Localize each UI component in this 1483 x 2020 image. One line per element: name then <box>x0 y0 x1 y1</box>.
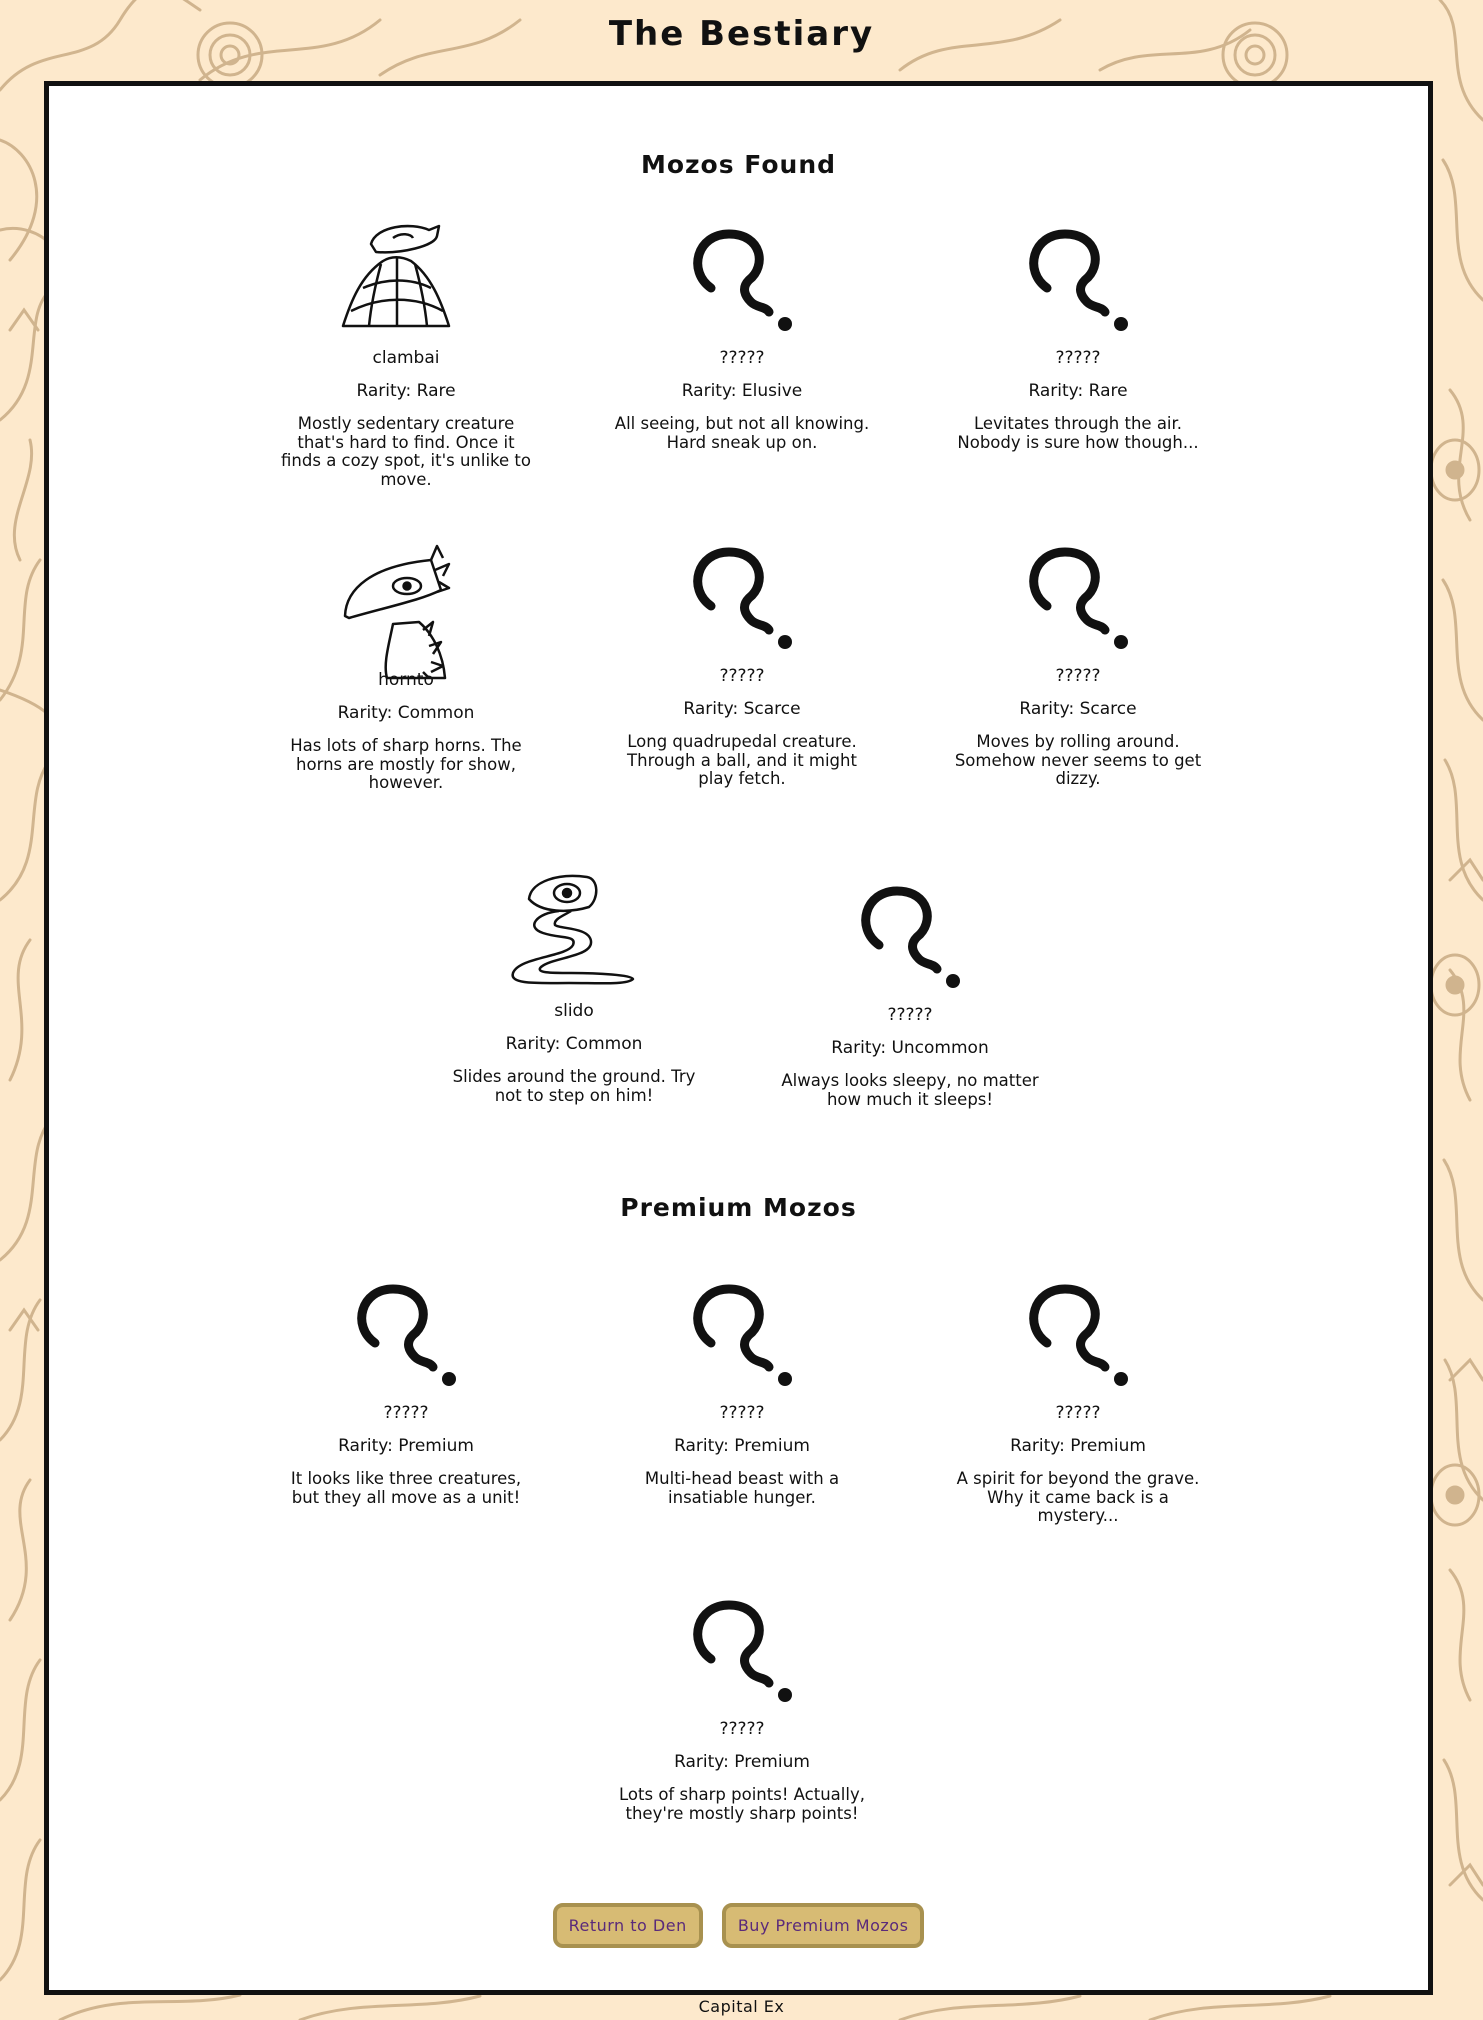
mozo-description: Moves by rolling around. Somehow never seems to get dizzy. <box>954 732 1202 788</box>
mozo-card-unknown[interactable] <box>943 216 1213 452</box>
mozo-name: hornto <box>378 670 434 690</box>
bestiary-panel <box>44 81 1433 1995</box>
unknown-mozo-icon <box>835 873 985 993</box>
premium-mozo-card[interactable] <box>271 1271 541 1507</box>
premium-mozos-heading: Premium Mozos <box>620 1193 857 1222</box>
mozo-name: ????? <box>1055 666 1101 686</box>
mozo-name: ????? <box>719 666 765 686</box>
mozo-description: Long quadrupedal creature. Through a ball, and it might play fetch. <box>627 732 857 788</box>
mozo-name: ????? <box>719 1403 765 1423</box>
mozo-rarity: Rarity: Premium <box>338 1436 474 1456</box>
mozo-description: Multi-head beast with a insatiable hunger. <box>644 1469 840 1507</box>
unknown-mozo-icon <box>1003 216 1153 336</box>
mozo-description: Mostly sedentary creature that's hard to find. Once it finds a cozy spot, it's unlike to move. <box>281 414 531 489</box>
mozo-rarity: Rarity: Scarce <box>1019 699 1137 719</box>
mozo-name: ????? <box>383 1403 429 1423</box>
mozo-name: ????? <box>1055 348 1101 368</box>
mozo-rarity: Rarity: Common <box>505 1034 643 1054</box>
mozo-rarity: Rarity: Rare <box>1028 381 1128 401</box>
return-to-den-button[interactable]: Return to Den <box>553 1903 703 1948</box>
unknown-mozo-icon <box>1003 1271 1153 1391</box>
mozo-card-unknown[interactable] <box>607 534 877 789</box>
mozo-rarity: Rarity: Premium <box>1010 1436 1146 1456</box>
mozo-rarity: Rarity: Uncommon <box>831 1038 989 1058</box>
mozo-description: Has lots of sharp horns. The horns are mostly for show, however. <box>290 736 522 792</box>
mozo-card-unknown[interactable] <box>775 873 1045 1109</box>
mozo-name: ????? <box>719 348 765 368</box>
mozo-description: All seeing, but not all knowing. Hard sneak up on. <box>614 414 870 452</box>
mozo-rarity: Rarity: Common <box>337 703 475 723</box>
premium-mozo-card[interactable] <box>607 1271 877 1507</box>
mozos-found-heading: Mozos Found <box>640 150 837 179</box>
mozo-description: Slides around the ground. Try not to step on him! <box>452 1067 696 1105</box>
mozo-description: It looks like three creatures, but they all move as a unit! <box>290 1469 522 1507</box>
mozo-rarity: Rarity: Elusive <box>681 381 803 401</box>
mozo-rarity: Rarity: Scarce <box>683 699 801 719</box>
unknown-mozo-icon <box>667 216 817 336</box>
mozo-description: Levitates through the air. Nobody is sure how though... <box>957 414 1199 452</box>
mozo-card-slido[interactable] <box>439 869 709 1105</box>
mozo-card-unknown[interactable] <box>607 216 877 452</box>
mozo-rarity: Rarity: Premium <box>674 1752 810 1772</box>
clambai-icon <box>331 216 481 336</box>
unknown-mozo-icon <box>667 534 817 654</box>
mozo-name: ????? <box>1055 1403 1101 1423</box>
hornto-icon <box>331 534 481 684</box>
mozo-name: ????? <box>719 1719 765 1739</box>
buy-premium-mozos-button[interactable]: Buy Premium Mozos <box>722 1903 925 1948</box>
unknown-mozo-icon <box>667 1587 817 1707</box>
mozo-name: ????? <box>887 1005 933 1025</box>
premium-mozo-card[interactable] <box>607 1587 877 1823</box>
mozo-rarity: Rarity: Rare <box>356 381 456 401</box>
mozo-card-clambai[interactable] <box>271 216 541 489</box>
slido-icon <box>499 869 649 989</box>
mozo-description: Always looks sleepy, no matter how much it sleeps! <box>781 1071 1039 1109</box>
unknown-mozo-icon <box>667 1271 817 1391</box>
premium-mozo-card[interactable] <box>943 1271 1213 1526</box>
mozo-description: A spirit for beyond the grave. Why it came back is a mystery... <box>956 1469 1200 1525</box>
mozo-name: slido <box>554 1001 594 1021</box>
action-buttons <box>49 1903 1428 1948</box>
unknown-mozo-icon <box>331 1271 481 1391</box>
mozo-card-unknown[interactable] <box>943 534 1213 789</box>
unknown-mozo-icon <box>1003 534 1153 654</box>
mozo-name: clambai <box>372 348 440 368</box>
mozo-rarity: Rarity: Premium <box>674 1436 810 1456</box>
mozo-description: Lots of sharp points! Actually, they're mostly sharp points! <box>619 1785 865 1823</box>
page-title: The Bestiary <box>608 14 875 54</box>
mozo-card-hornto[interactable] <box>271 534 541 793</box>
footer-credit: Capital Ex <box>698 1997 785 2016</box>
